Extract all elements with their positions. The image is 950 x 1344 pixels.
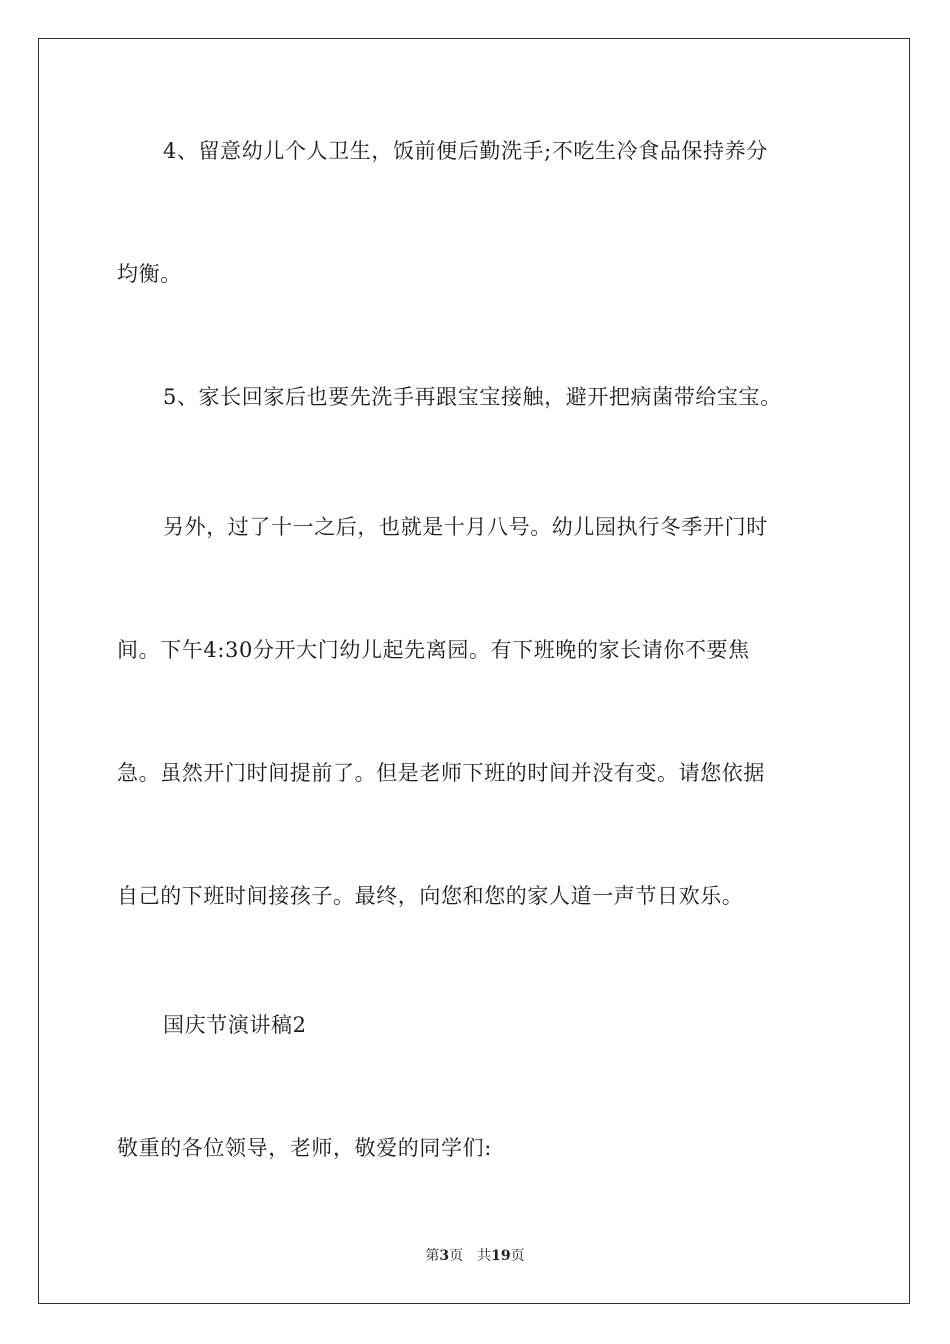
footer-total-suffix: 页: [510, 1248, 525, 1264]
footer-page-suffix: 页: [449, 1248, 464, 1264]
section-heading: 国庆节演讲稿2: [163, 1013, 307, 1037]
paragraph-line-winter-hours: 另外，过了十一之后，也就是十月八号。幼儿园执行冬季开门时: [163, 515, 768, 539]
paragraph-line-parents: 5、家长回家后也要先洗手再跟宝宝接触，避开把病菌带给宝宝。: [163, 385, 782, 409]
page-frame: [38, 38, 910, 1304]
page-footer: [0, 1246, 950, 1266]
paragraph-line-pickup-time: 间。下午4:30分开大门幼儿起先离园。有下班晚的家长请你不要焦: [117, 638, 750, 662]
footer-page-number: 3: [439, 1248, 450, 1264]
footer-total-prefix: 共: [477, 1248, 492, 1264]
footer-total-pages: 19: [491, 1248, 511, 1264]
paragraph-line-hygiene: 4、留意幼儿个人卫生，饭前便后勤洗手;不吃生冷食品保持养分: [163, 139, 768, 163]
paragraph-line-teacher-hours: 急。虽然开门时间提前了。但是老师下班的时间并没有变。请您依据: [117, 761, 765, 785]
footer-page-prefix: 第: [425, 1248, 440, 1264]
salutation-line: 敬重的各位领导，老师，敬爱的同学们:: [117, 1136, 492, 1160]
paragraph-line-greeting: 自己的下班时间接孩子。最终，向您和您的家人道一声节日欢乐。: [117, 884, 744, 908]
paragraph-line-balance: 均衡。: [117, 262, 182, 286]
